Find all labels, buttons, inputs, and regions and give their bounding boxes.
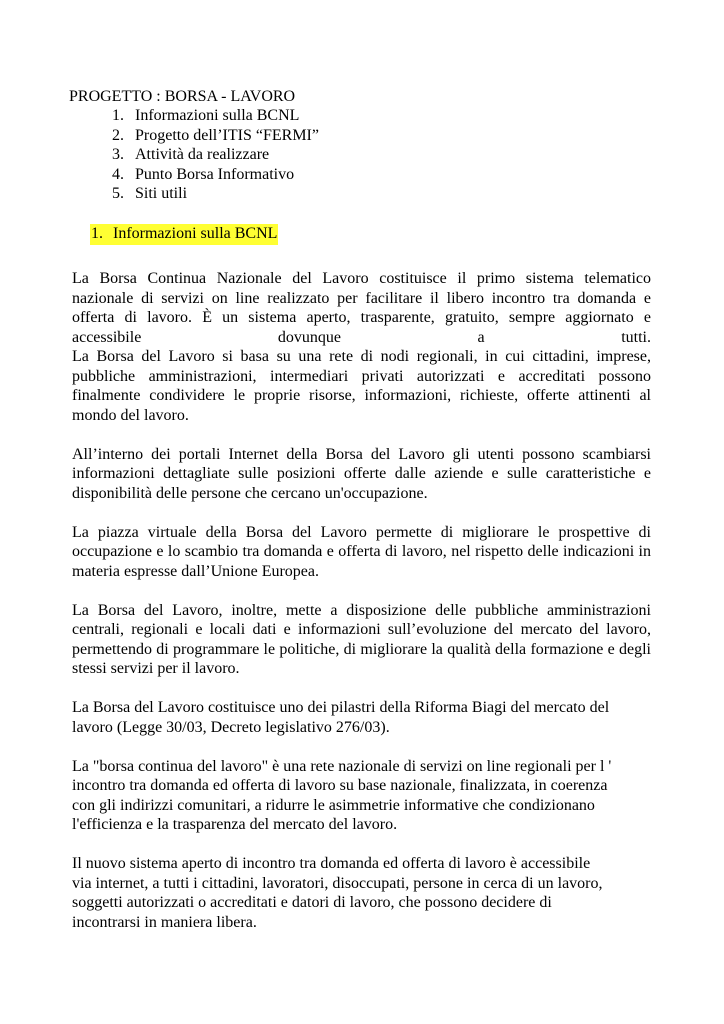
paragraph <box>72 698 651 737</box>
paragraph-line: accessibile dovunque a tutti. <box>72 328 651 346</box>
toc-item-label: Punto Borsa Informativo <box>135 165 295 183</box>
paragraph-line: soggetti autorizzati o accreditati e datori di lavoro, che possono decidere di <box>72 894 552 911</box>
section-heading-label: Informazioni sulla BCNL <box>113 225 278 242</box>
toc-item: 4. Punto Borsa Informativo <box>112 165 295 183</box>
paragraph-line: La "borsa continua del lavoro" è una rete nazionale di servizi on line regionali per l ' <box>72 757 612 775</box>
paragraph: La Borsa del Lavoro, inoltre, mette a disposizione delle pubbliche amministrazioni centrali, regionali e locali dati e informazioni sull’evoluzione del mercato del lavoro, permettendo di programmare le politiche, di migliorare la qualità della formazione e degli stessi servizi per il lavoro. <box>72 601 651 677</box>
paragraph-line: La Borsa Continua Nazionale del Lavoro costituisce il primo sistema telematico <box>72 270 651 287</box>
toc-item-label: Siti utili <box>135 185 188 202</box>
paragraph <box>72 757 651 835</box>
paragraph-line: via internet, a tutti i cittadini, lavoratori, disoccupati, persone in cerca di un lavoro, <box>72 874 603 892</box>
toc-item-label: Attività da realizzare <box>135 146 270 163</box>
paragraph-line: l'efficienza e la trasparenza del mercato del lavoro. <box>72 816 398 833</box>
toc-item-label: Informazioni sulla BCNL <box>135 107 300 124</box>
paragraph: All’interno dei portali Internet della Borsa del Lavoro gli utenti possono scambiarsi informazioni dettagliate sulle posizioni offerte dalle aziende e sulle caratteristiche e disponibilità delle persone che cercano un'occupazione. <box>72 445 651 502</box>
paragraph <box>72 269 651 425</box>
paragraph-text: La Borsa del Lavoro si basa su una rete di nodi regionali, in cui cittadini, imprese, pubbliche amministrazioni, intermediari privati autorizzati e accreditati possono finalmente condividere le proprie risorse, informazioni, richieste, offerte attinenti al mondo del lavoro. <box>72 348 651 424</box>
paragraph: La piazza virtuale della Borsa del Lavoro permette di migliorare le prospettive di occupazione e lo scambio tra domanda e offerta di lavoro, nel rispetto delle indicazioni in materia espresse dall’Unione Europea. <box>72 523 651 580</box>
paragraph-line: incontrarsi in maniera libera. <box>72 913 257 931</box>
paragraph-line: Il nuovo sistema aperto di incontro tra domanda ed offerta di lavoro è accessibile <box>72 855 591 872</box>
paragraph-line: La Borsa del Lavoro costituisce uno dei pilastri della Riforma Biagi del mercato del <box>72 699 610 716</box>
toc-item: 3. Attività da realizzare <box>112 146 270 163</box>
paragraph-line: incontro tra domanda ed offerta di lavoro su base nazionale, finalizzata, in coerenza <box>72 777 608 794</box>
table-of-contents <box>112 106 319 204</box>
toc-item: 1. Informazioni sulla BCNL <box>112 107 300 124</box>
document-body <box>72 269 651 952</box>
paragraph-line: offerta di lavoro. È un sistema aperto, trasparente, gratuito, sempre aggiornato e <box>72 309 651 326</box>
toc-item: 5. Siti utili <box>112 185 188 202</box>
toc-item: 2. Progetto dell’ITIS “FERMI” <box>112 126 319 144</box>
paragraph-line: nazionale di servizi on line realizzato per facilitare il libero incontro tra domanda e <box>72 289 651 307</box>
paragraph <box>72 854 651 932</box>
document-title: PROGETTO : BORSA - LAVORO <box>69 88 296 105</box>
paragraph-line: lavoro (Legge 30/03, Decreto legislativo 276/03). <box>72 718 390 736</box>
section-heading-highlighted: 1. Informazioni sulla BCNL <box>90 224 278 245</box>
paragraph-line: con gli indirizzi comunitari, a ridurre le asimmetrie informative che condizionano <box>72 796 595 814</box>
toc-item-label: Progetto dell’ITIS “FERMI” <box>135 126 319 144</box>
